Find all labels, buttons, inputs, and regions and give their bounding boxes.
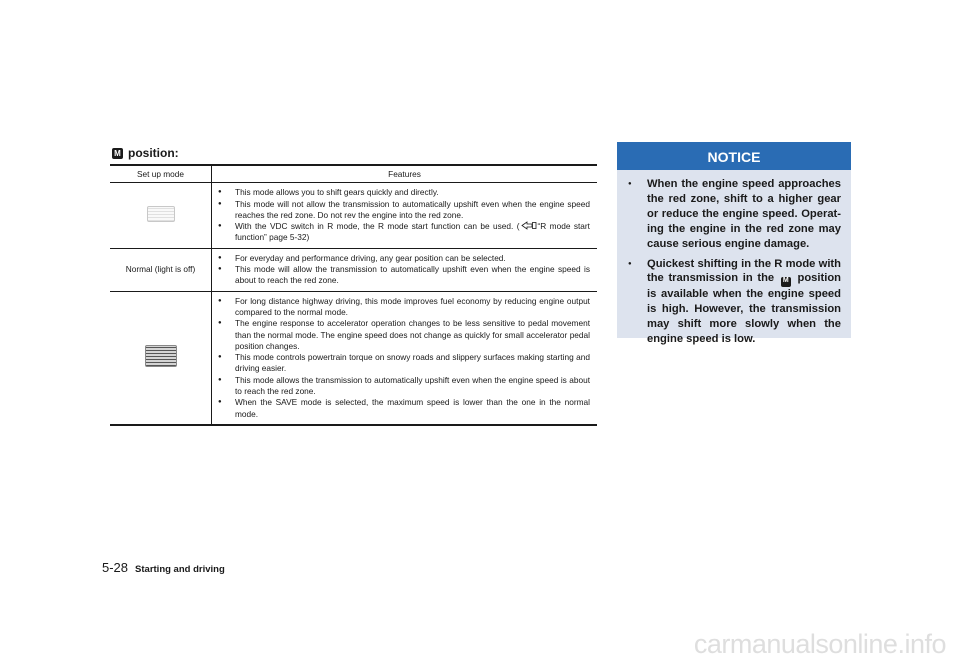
list-item: ● For long distance highway driving, this mode improves fuel economy by reducing engine output compared to the normal mode. xyxy=(218,296,590,319)
header-features: Features xyxy=(212,165,598,183)
table-row xyxy=(110,291,597,425)
list-item: ● The engine response to accelerator operation changes to be less sensitive to pedal movement than the normal mode. The engine speed does not change as quickly for small accelerator pedal position changes. xyxy=(218,318,590,352)
list-item: ● This mode allows you to shift gears quickly and directly. xyxy=(218,187,590,198)
notice-title: NOTICE xyxy=(617,142,851,170)
features-cell xyxy=(212,248,598,291)
table-row xyxy=(110,248,597,291)
page-number: 5-28 xyxy=(102,560,129,575)
list-item: ● This mode will not allow the transmission to automatically upshift even when the engine speed reaches the red zone. Do not rev the engine into the red zone. xyxy=(218,199,590,222)
snow-mode-icon xyxy=(147,206,175,222)
list-item xyxy=(218,221,590,244)
section-name: Starting and driving xyxy=(135,564,225,575)
notice-item: ● When the engine speed approaches the red zone, shift to a higher gear or reduce the engine speed. Operat-ing the engine in the red zone may cause serious engine damage. xyxy=(628,177,841,252)
notice-item xyxy=(628,257,841,347)
notice-item-text: Quickest shifting in the R mode with the transmission in the xyxy=(647,257,841,285)
list-item: ● For everyday and performance driving, any gear position can be selected. xyxy=(218,253,590,264)
feature-list xyxy=(213,184,596,246)
setup-mode-cell xyxy=(110,291,212,425)
page-reference-icon xyxy=(521,221,537,230)
notice-list xyxy=(617,170,851,347)
manual-mode-badge: M xyxy=(781,277,791,287)
notice-item-text: position is available when the engine speed is high. However, the transmission may shift more slowly when the engine speed is low. xyxy=(647,272,841,345)
feature-list xyxy=(213,293,596,423)
feature-list xyxy=(213,250,596,290)
manual-mode-badge: M xyxy=(112,148,123,159)
features-cell xyxy=(212,183,598,248)
list-item: ● This mode allows the transmission to automatically upshift even when the engine speed is about to reach the red zone. xyxy=(218,375,590,398)
header-setup-mode: Set up mode xyxy=(110,165,212,183)
watermark: carmanualsonline.info xyxy=(693,629,946,659)
section-heading xyxy=(112,146,179,160)
list-item: ● This mode controls powertrain torque on snowy roads and slippery surfaces making starting and driving easier. xyxy=(218,352,590,375)
features-cell xyxy=(212,291,598,425)
list-item-text: With the VDC switch in R mode, the R mode start function can be used. ( xyxy=(235,221,520,232)
notice-box xyxy=(617,142,851,345)
setup-mode-cell: Normal (light is off) xyxy=(110,248,212,291)
save-mode-icon xyxy=(145,345,177,367)
list-item: ● When the SAVE mode is selected, the maximum speed is lower than the one in the normal mode. xyxy=(218,397,590,420)
setup-mode-cell xyxy=(110,183,212,248)
section-title: position: xyxy=(128,146,179,160)
list-item: ● This mode will allow the transmission to automatically upshift even when the engine speed is about to reach the red zone. xyxy=(218,264,590,287)
page-footer xyxy=(102,560,225,575)
list-item-text: “R mode start function” page 5-32) xyxy=(235,221,590,243)
mode-features-table xyxy=(110,164,597,426)
table-row xyxy=(110,183,597,248)
table-header-row xyxy=(110,165,597,183)
